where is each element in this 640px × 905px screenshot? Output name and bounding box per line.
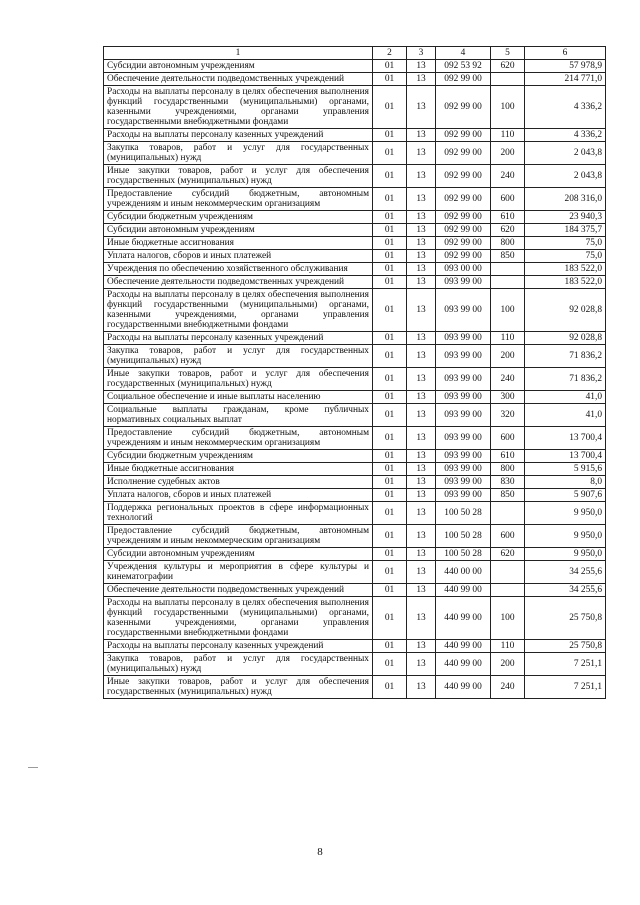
row-expense-type-cell: 600 [491, 427, 525, 450]
row-amount-cell: 92 028,8 [525, 332, 606, 345]
row-amount-cell: 2 043,8 [525, 165, 606, 188]
table-row [104, 502, 606, 525]
row-amount-cell: 8,0 [525, 476, 606, 489]
row-expense-type-cell: 800 [491, 237, 525, 250]
row-amount-cell: 75,0 [525, 237, 606, 250]
row-section-cell: 01 [373, 476, 407, 489]
row-name-cell: Уплата налогов, сборов и иных платежей [104, 489, 373, 502]
row-expense-type-cell: 110 [491, 640, 525, 653]
row-target-article-cell: 093 99 00 [436, 463, 491, 476]
row-section-cell: 01 [373, 73, 407, 86]
row-section-cell: 01 [373, 489, 407, 502]
row-subsection-cell: 13 [407, 476, 436, 489]
row-expense-type-cell: 100 [491, 597, 525, 640]
row-name-cell: Обеспечение деятельности подведомственных учреждений [104, 73, 373, 86]
row-expense-type-cell: 320 [491, 404, 525, 427]
row-subsection-cell: 13 [407, 489, 436, 502]
table-row [104, 653, 606, 676]
row-target-article-cell: 100 50 28 [436, 548, 491, 561]
row-amount-cell: 4 336,2 [525, 129, 606, 142]
row-section-cell: 01 [373, 289, 407, 332]
row-expense-type-cell: 600 [491, 188, 525, 211]
row-target-article-cell: 092 99 00 [436, 250, 491, 263]
row-target-article-cell: 092 53 92 [436, 60, 491, 73]
row-section-cell: 01 [373, 368, 407, 391]
row-amount-cell: 92 028,8 [525, 289, 606, 332]
row-amount-cell: 34 255,6 [525, 561, 606, 584]
row-name-cell: Субсидии бюджетным учреждениям [104, 450, 373, 463]
row-section-cell: 01 [373, 211, 407, 224]
row-subsection-cell: 13 [407, 332, 436, 345]
row-subsection-cell: 13 [407, 597, 436, 640]
row-name-cell: Закупка товаров, работ и услуг для государственных (муниципальных) нужд [104, 142, 373, 165]
table-row [104, 584, 606, 597]
row-subsection-cell: 13 [407, 345, 436, 368]
row-amount-cell: 75,0 [525, 250, 606, 263]
row-target-article-cell: 093 99 00 [436, 289, 491, 332]
row-amount-cell: 2 043,8 [525, 142, 606, 165]
row-expense-type-cell: 110 [491, 332, 525, 345]
row-section-cell: 01 [373, 584, 407, 597]
row-expense-type-cell: 200 [491, 142, 525, 165]
row-section-cell: 01 [373, 129, 407, 142]
header-col-4: 4 [436, 47, 491, 60]
row-expense-type-cell: 830 [491, 476, 525, 489]
table-row [104, 597, 606, 640]
table-row [104, 73, 606, 86]
table-row [104, 525, 606, 548]
row-expense-type-cell: 240 [491, 165, 525, 188]
row-name-cell: Иные закупки товаров, работ и услуг для обеспечения государственных (муниципальных) нужд [104, 676, 373, 699]
row-amount-cell: 183 522,0 [525, 276, 606, 289]
row-subsection-cell: 13 [407, 450, 436, 463]
row-amount-cell: 57 978,9 [525, 60, 606, 73]
row-name-cell: Расходы на выплаты персоналу в целях обеспечения выполнения функций государственными (муниципальными) органами, казенными учреждениями, органами управления государственными внебюджетными фондами [104, 289, 373, 332]
row-target-article-cell: 093 99 00 [436, 345, 491, 368]
row-expense-type-cell: 300 [491, 391, 525, 404]
row-name-cell: Расходы на выплаты персоналу казенных учреждений [104, 640, 373, 653]
row-amount-cell: 25 750,8 [525, 597, 606, 640]
row-subsection-cell: 13 [407, 263, 436, 276]
row-target-article-cell: 092 99 00 [436, 224, 491, 237]
table-row [104, 142, 606, 165]
table-row [104, 289, 606, 332]
row-name-cell: Закупка товаров, работ и услуг для государственных (муниципальных) нужд [104, 653, 373, 676]
row-section-cell: 01 [373, 427, 407, 450]
row-subsection-cell: 13 [407, 427, 436, 450]
budget-table [103, 46, 606, 699]
table-row [104, 561, 606, 584]
row-amount-cell: 183 522,0 [525, 263, 606, 276]
row-target-article-cell: 440 99 00 [436, 584, 491, 597]
row-subsection-cell: 13 [407, 391, 436, 404]
row-amount-cell: 41,0 [525, 391, 606, 404]
row-name-cell: Предоставление субсидий бюджетным, автономным учреждениям и иным некоммерческим организациям [104, 427, 373, 450]
row-section-cell: 01 [373, 276, 407, 289]
row-expense-type-cell: 200 [491, 345, 525, 368]
row-subsection-cell: 13 [407, 404, 436, 427]
row-name-cell: Обеспечение деятельности подведомственных учреждений [104, 276, 373, 289]
row-expense-type-cell [491, 263, 525, 276]
row-target-article-cell: 093 00 00 [436, 263, 491, 276]
row-subsection-cell: 13 [407, 250, 436, 263]
row-subsection-cell: 13 [407, 142, 436, 165]
row-target-article-cell: 093 99 00 [436, 450, 491, 463]
row-expense-type-cell: 600 [491, 525, 525, 548]
row-section-cell: 01 [373, 391, 407, 404]
row-name-cell: Расходы на выплаты персоналу в целях обеспечения выполнения функций государственными (муниципальными) органами, казенными учреждениями, органами управления государственными внебюджетными фондами [104, 86, 373, 129]
row-subsection-cell: 13 [407, 502, 436, 525]
row-section-cell: 01 [373, 640, 407, 653]
row-amount-cell: 7 251,1 [525, 653, 606, 676]
row-target-article-cell: 092 99 00 [436, 165, 491, 188]
row-target-article-cell: 440 99 00 [436, 640, 491, 653]
row-name-cell: Социальное обеспечение и иные выплаты населению [104, 391, 373, 404]
row-section-cell: 01 [373, 345, 407, 368]
row-amount-cell: 208 316,0 [525, 188, 606, 211]
table-header-row [104, 47, 606, 60]
row-amount-cell: 9 950,0 [525, 548, 606, 561]
row-expense-type-cell [491, 276, 525, 289]
row-name-cell: Предоставление субсидий бюджетным, автономным учреждениям и иным некоммерческим организациям [104, 525, 373, 548]
row-amount-cell: 7 251,1 [525, 676, 606, 699]
table-row [104, 391, 606, 404]
table-row [104, 676, 606, 699]
table-row [104, 211, 606, 224]
row-section-cell: 01 [373, 224, 407, 237]
row-name-cell: Расходы на выплаты персоналу казенных учреждений [104, 129, 373, 142]
row-expense-type-cell [491, 584, 525, 597]
row-amount-cell: 25 750,8 [525, 640, 606, 653]
row-subsection-cell: 13 [407, 224, 436, 237]
row-section-cell: 01 [373, 250, 407, 263]
row-target-article-cell: 100 50 28 [436, 502, 491, 525]
row-name-cell: Расходы на выплаты персоналу казенных учреждений [104, 332, 373, 345]
row-amount-cell: 9 950,0 [525, 502, 606, 525]
row-target-article-cell: 093 99 00 [436, 276, 491, 289]
row-name-cell: Закупка товаров, работ и услуг для государственных (муниципальных) нужд [104, 345, 373, 368]
row-expense-type-cell: 620 [491, 60, 525, 73]
row-target-article-cell: 093 99 00 [436, 476, 491, 489]
row-section-cell: 01 [373, 450, 407, 463]
row-subsection-cell: 13 [407, 60, 436, 73]
row-amount-cell: 9 950,0 [525, 525, 606, 548]
table-row [104, 263, 606, 276]
row-subsection-cell: 13 [407, 368, 436, 391]
row-section-cell: 01 [373, 60, 407, 73]
row-subsection-cell: 13 [407, 129, 436, 142]
row-subsection-cell: 13 [407, 188, 436, 211]
row-amount-cell: 5 915,6 [525, 463, 606, 476]
row-name-cell: Субсидии автономным учреждениям [104, 60, 373, 73]
row-target-article-cell: 092 99 00 [436, 237, 491, 250]
row-target-article-cell: 092 99 00 [436, 73, 491, 86]
row-name-cell: Субсидии автономным учреждениям [104, 548, 373, 561]
row-expense-type-cell: 200 [491, 653, 525, 676]
header-col-6: 6 [525, 47, 606, 60]
table-row [104, 250, 606, 263]
row-target-article-cell: 092 99 00 [436, 86, 491, 129]
table-row [104, 489, 606, 502]
row-target-article-cell: 092 99 00 [436, 129, 491, 142]
row-amount-cell: 214 771,0 [525, 73, 606, 86]
table-row [104, 86, 606, 129]
row-section-cell: 01 [373, 332, 407, 345]
table-row [104, 476, 606, 489]
row-name-cell: Обеспечение деятельности подведомственных учреждений [104, 584, 373, 597]
table-row [104, 165, 606, 188]
row-section-cell: 01 [373, 237, 407, 250]
row-subsection-cell: 13 [407, 640, 436, 653]
row-name-cell: Иные закупки товаров, работ и услуг для обеспечения государственных (муниципальных) нужд [104, 165, 373, 188]
header-col-2: 2 [373, 47, 407, 60]
row-amount-cell: 71 836,2 [525, 368, 606, 391]
row-name-cell: Уплата налогов, сборов и иных платежей [104, 250, 373, 263]
row-name-cell: Расходы на выплаты персоналу в целях обеспечения выполнения функций государственными (муниципальными) органами, казенными учреждениями, органами управления государственными внебюджетными фондами [104, 597, 373, 640]
header-col-5: 5 [491, 47, 525, 60]
row-subsection-cell: 13 [407, 289, 436, 332]
row-expense-type-cell: 100 [491, 86, 525, 129]
table-row [104, 345, 606, 368]
row-subsection-cell: 13 [407, 525, 436, 548]
row-name-cell: Исполнение судебных актов [104, 476, 373, 489]
row-expense-type-cell: 800 [491, 463, 525, 476]
row-name-cell: Учреждения культуры и мероприятия в сфере культуры и кинематографии [104, 561, 373, 584]
row-section-cell: 01 [373, 597, 407, 640]
row-expense-type-cell: 610 [491, 450, 525, 463]
row-subsection-cell: 13 [407, 165, 436, 188]
row-subsection-cell: 13 [407, 276, 436, 289]
row-section-cell: 01 [373, 525, 407, 548]
row-name-cell: Иные бюджетные ассигнования [104, 237, 373, 250]
row-subsection-cell: 13 [407, 653, 436, 676]
row-expense-type-cell: 850 [491, 250, 525, 263]
row-target-article-cell: 093 99 00 [436, 391, 491, 404]
row-subsection-cell: 13 [407, 676, 436, 699]
row-section-cell: 01 [373, 561, 407, 584]
row-target-article-cell: 440 99 00 [436, 597, 491, 640]
row-section-cell: 01 [373, 502, 407, 525]
row-expense-type-cell: 240 [491, 368, 525, 391]
table-row [104, 60, 606, 73]
row-expense-type-cell: 620 [491, 548, 525, 561]
row-target-article-cell: 092 99 00 [436, 211, 491, 224]
table-row [104, 237, 606, 250]
row-name-cell: Учреждения по обеспечению хозяйственного обслуживания [104, 263, 373, 276]
row-amount-cell: 41,0 [525, 404, 606, 427]
row-target-article-cell: 093 99 00 [436, 368, 491, 391]
table-row [104, 224, 606, 237]
row-amount-cell: 184 375,7 [525, 224, 606, 237]
row-name-cell: Субсидии автономным учреждениям [104, 224, 373, 237]
row-expense-type-cell [491, 502, 525, 525]
row-target-article-cell: 440 99 00 [436, 653, 491, 676]
row-target-article-cell: 093 99 00 [436, 404, 491, 427]
table-row [104, 404, 606, 427]
row-amount-cell: 13 700,4 [525, 450, 606, 463]
row-section-cell: 01 [373, 263, 407, 276]
row-expense-type-cell [491, 73, 525, 86]
row-target-article-cell: 100 50 28 [436, 525, 491, 548]
row-amount-cell: 34 255,6 [525, 584, 606, 597]
row-subsection-cell: 13 [407, 237, 436, 250]
row-name-cell: Предоставление субсидий бюджетным, автономным учреждениям и иным некоммерческим организациям [104, 188, 373, 211]
row-section-cell: 01 [373, 165, 407, 188]
row-name-cell: Социальные выплаты гражданам, кроме публичных нормативных социальных выплат [104, 404, 373, 427]
row-expense-type-cell: 610 [491, 211, 525, 224]
table-row [104, 368, 606, 391]
row-section-cell: 01 [373, 188, 407, 211]
row-section-cell: 01 [373, 653, 407, 676]
row-subsection-cell: 13 [407, 73, 436, 86]
row-subsection-cell: 13 [407, 584, 436, 597]
row-subsection-cell: 13 [407, 86, 436, 129]
row-section-cell: 01 [373, 404, 407, 427]
table-row [104, 276, 606, 289]
margin-mark [28, 767, 38, 768]
row-amount-cell: 23 940,3 [525, 211, 606, 224]
table-row [104, 427, 606, 450]
row-section-cell: 01 [373, 463, 407, 476]
row-expense-type-cell: 110 [491, 129, 525, 142]
row-name-cell: Иные бюджетные ассигнования [104, 463, 373, 476]
row-target-article-cell: 440 00 00 [436, 561, 491, 584]
row-name-cell: Иные закупки товаров, работ и услуг для обеспечения государственных (муниципальных) нужд [104, 368, 373, 391]
row-target-article-cell: 092 99 00 [436, 188, 491, 211]
row-amount-cell: 5 907,6 [525, 489, 606, 502]
row-amount-cell: 4 336,2 [525, 86, 606, 129]
row-target-article-cell: 440 99 00 [436, 676, 491, 699]
row-target-article-cell: 093 99 00 [436, 332, 491, 345]
table-row [104, 450, 606, 463]
table-row [104, 640, 606, 653]
row-target-article-cell: 093 99 00 [436, 489, 491, 502]
row-amount-cell: 13 700,4 [525, 427, 606, 450]
row-section-cell: 01 [373, 548, 407, 561]
header-col-1: 1 [104, 47, 373, 60]
row-target-article-cell: 092 99 00 [436, 142, 491, 165]
row-target-article-cell: 093 99 00 [436, 427, 491, 450]
page-number: 8 [317, 846, 323, 858]
row-expense-type-cell: 850 [491, 489, 525, 502]
row-subsection-cell: 13 [407, 561, 436, 584]
row-expense-type-cell: 100 [491, 289, 525, 332]
row-section-cell: 01 [373, 142, 407, 165]
row-name-cell: Субсидии бюджетным учреждениям [104, 211, 373, 224]
table-row [104, 463, 606, 476]
row-expense-type-cell: 240 [491, 676, 525, 699]
row-expense-type-cell: 620 [491, 224, 525, 237]
row-amount-cell: 71 836,2 [525, 345, 606, 368]
row-name-cell: Поддержка региональных проектов в сфере информационных технологий [104, 502, 373, 525]
table-row [104, 188, 606, 211]
row-expense-type-cell [491, 561, 525, 584]
row-subsection-cell: 13 [407, 463, 436, 476]
row-section-cell: 01 [373, 86, 407, 129]
row-section-cell: 01 [373, 676, 407, 699]
table-row [104, 129, 606, 142]
row-subsection-cell: 13 [407, 211, 436, 224]
header-col-3: 3 [407, 47, 436, 60]
row-subsection-cell: 13 [407, 548, 436, 561]
table-row [104, 548, 606, 561]
table-row [104, 332, 606, 345]
